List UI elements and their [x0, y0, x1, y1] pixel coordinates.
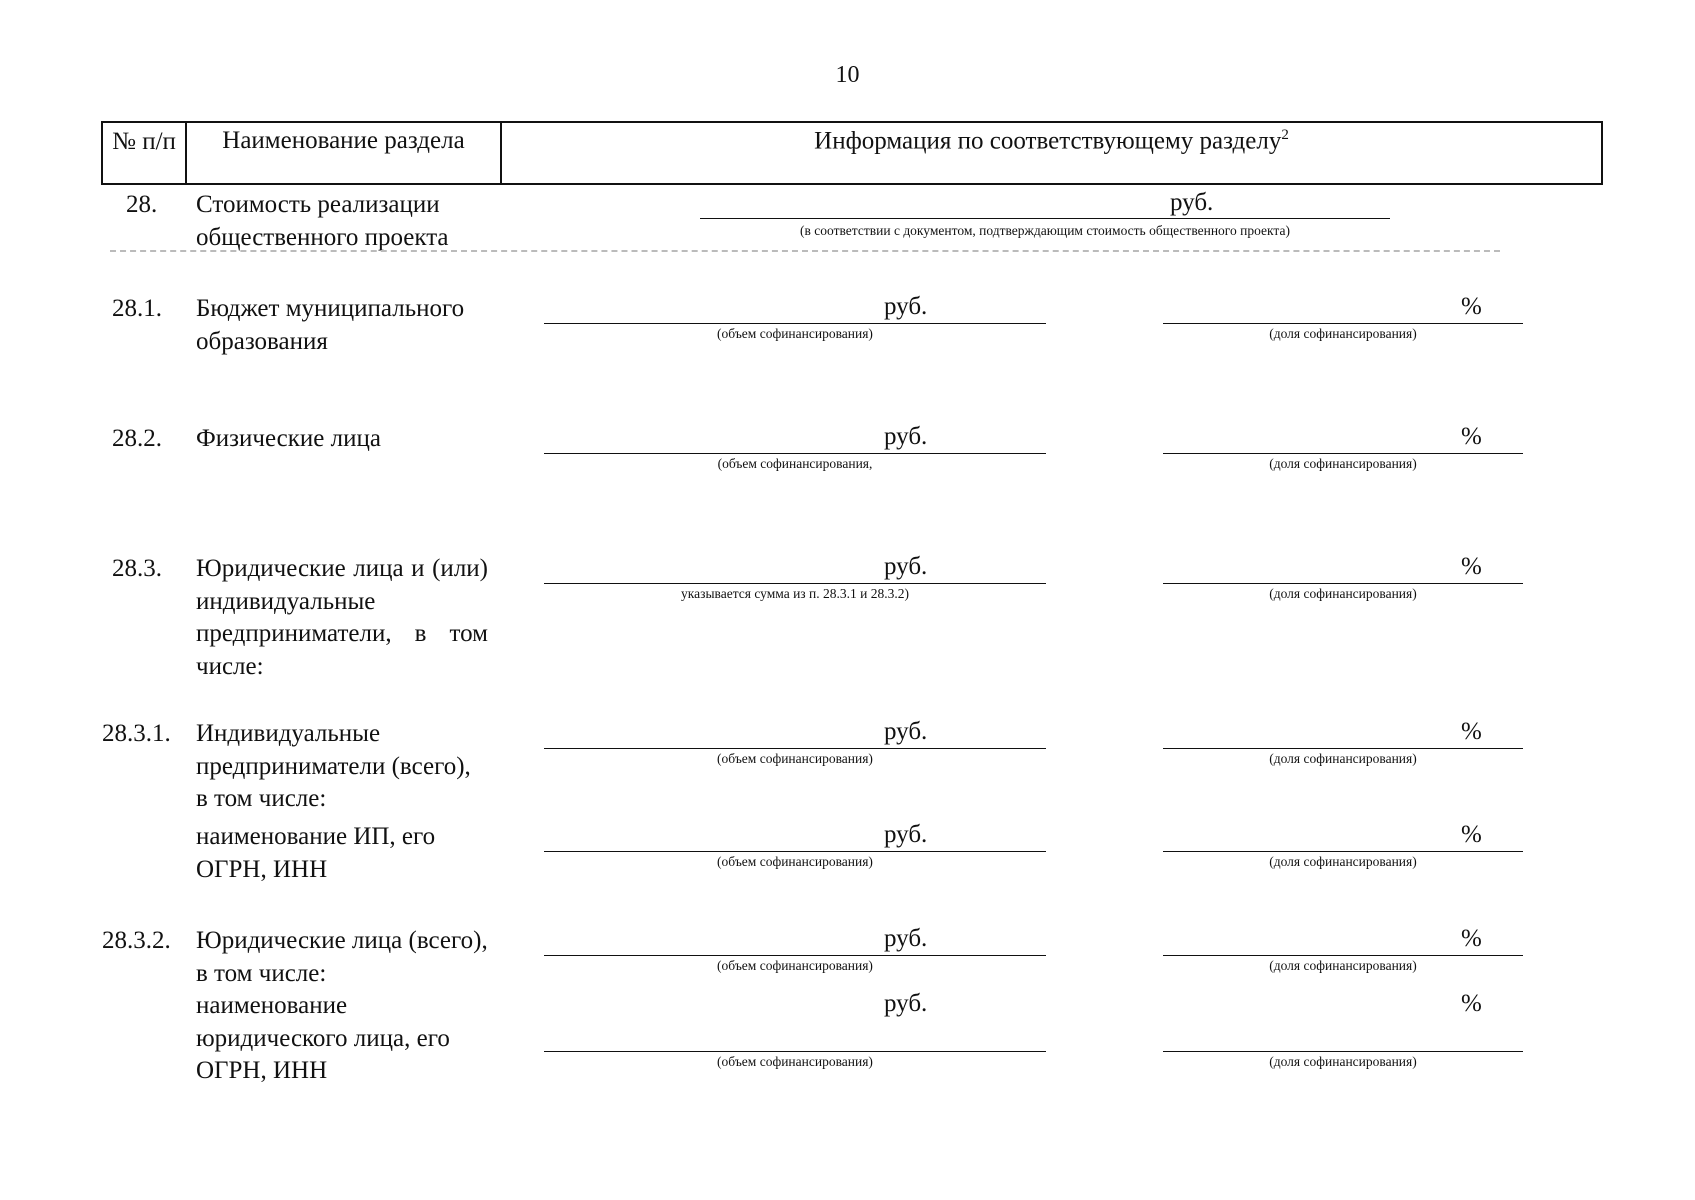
column-name-header: Наименование раздела: [187, 123, 502, 183]
row-28-3-percent-unit: %: [1461, 553, 1482, 580]
row-28-3-2-sub-share-field[interactable]: [1163, 1051, 1523, 1052]
row-28-1-volume-hint: (объем софинансирования): [717, 326, 873, 341]
row-28-3-1-sub-share-field[interactable]: [1163, 851, 1523, 852]
row-28-3-2-volume-field[interactable]: [544, 955, 1046, 956]
column-info-label: Информация по соответствующему разделу: [814, 127, 1282, 155]
row-28-amount-field[interactable]: [700, 218, 1390, 219]
row-28-1-number: 28.1.: [112, 295, 162, 322]
row-28-3-name: Юридические лица и (или) индивидуальные предприниматели, в том числе:: [196, 555, 488, 680]
row-28-rub-unit: руб.: [1170, 189, 1214, 216]
row-28-3-share-hint: (доля софинансирования): [1269, 586, 1417, 601]
row-28-2-volume-hint: (объем софинансирования,: [717, 456, 873, 471]
row-28-3-1-sub-share-hint: (доля софинансирования): [1269, 854, 1417, 869]
row-28-3-1-share-hint: (доля софинансирования): [1269, 751, 1417, 766]
row-28-3-number: 28.3.: [112, 555, 162, 582]
page-number: 10: [835, 62, 860, 88]
column-number-header: № п/п: [103, 123, 187, 183]
row-28-3-1-rub-unit: руб.: [884, 718, 928, 745]
row-28-2-volume-field[interactable]: [544, 453, 1046, 454]
row-28-number: 28.: [126, 191, 158, 218]
row-28-3-volume-hint: указывается сумма из п. 28.3.1 и 28.3.2): [681, 586, 909, 601]
row-28-1-name: Бюджет муниципального образования: [196, 295, 465, 355]
row-28-3-1-sub-percent-unit: %: [1461, 821, 1482, 848]
row-28-3-1-number: 28.3.1.: [102, 720, 171, 747]
row-28-3-2-sub-share-hint: (доля софинансирования): [1269, 1054, 1417, 1069]
row-28-3-2-name: Юридические лица (всего), в том числе:: [196, 927, 488, 987]
row-28-3-1-volume-hint: (объем софинансирования): [717, 751, 873, 766]
row-28-3-2-sub-rub-unit: руб.: [884, 990, 928, 1017]
row-28-3-2-share-field[interactable]: [1163, 955, 1523, 956]
row-28-name: Стоимость реализации общественного проекта: [196, 191, 449, 251]
row-28-3-1-sub-rub-unit: руб.: [884, 821, 928, 848]
form-table-header: [101, 121, 1603, 185]
row-28-2-percent-unit: %: [1461, 423, 1482, 450]
row-28-3-2-sub-percent-unit: %: [1461, 990, 1482, 1017]
row-28-2-rub-unit: руб.: [884, 423, 928, 450]
row-28-3-2-sub-volume-hint: (объем софинансирования): [717, 1054, 873, 1069]
row-28-3-2-volume-hint: (объем софинансирования): [717, 958, 873, 973]
row-28-1-percent-unit: %: [1461, 293, 1482, 320]
row-28-3-1-share-field[interactable]: [1163, 748, 1523, 749]
row-28-2-share-hint: (доля софинансирования): [1269, 456, 1417, 471]
row-28-3-1-name: Индивидуальные предприниматели (всего), в том числе:: [196, 720, 471, 812]
row-28-3-2-number: 28.3.2.: [102, 927, 171, 954]
column-info-header: [502, 123, 1601, 183]
row-28-3-2-percent-unit: %: [1461, 925, 1482, 952]
row-28-1-rub-unit: руб.: [884, 293, 928, 320]
row-28-1-share-field[interactable]: [1163, 323, 1523, 324]
row-28-1-volume-field[interactable]: [544, 323, 1046, 324]
row-28-3-2-share-hint: (доля софинансирования): [1269, 958, 1417, 973]
row-28-2-number: 28.2.: [112, 425, 162, 452]
row-28-3-2-rub-unit: руб.: [884, 925, 928, 952]
row-28-3-1-sub-volume-field[interactable]: [544, 851, 1046, 852]
row-28-3-share-field[interactable]: [1163, 583, 1523, 584]
row-28-2-share-field[interactable]: [1163, 453, 1523, 454]
row-28-3-volume-field[interactable]: [544, 583, 1046, 584]
row-28-3-2-sub-volume-field[interactable]: [544, 1051, 1046, 1052]
row-28-3-1-sub-volume-hint: (объем софинансирования): [717, 854, 873, 869]
row-28-1-share-hint: (доля софинансирования): [1269, 326, 1417, 341]
row-28-3-rub-unit: руб.: [884, 553, 928, 580]
footnote-marker: 2: [1281, 127, 1289, 143]
scan-artifact-divider: [110, 250, 1500, 252]
row-28-2-name: Физические лица: [196, 425, 381, 452]
row-28-3-1-volume-field[interactable]: [544, 748, 1046, 749]
row-28-3-2-sub-name: наименование юридического лица, его ОГРН, ИНН: [196, 992, 450, 1084]
row-28-3-1-percent-unit: %: [1461, 718, 1482, 745]
row-28-hint: (в соответствии с документом, подтверждающим стоимость общественного проекта): [800, 223, 1290, 238]
row-28-3-1-sub-name: наименование ИП, его ОГРН, ИНН: [196, 823, 436, 883]
